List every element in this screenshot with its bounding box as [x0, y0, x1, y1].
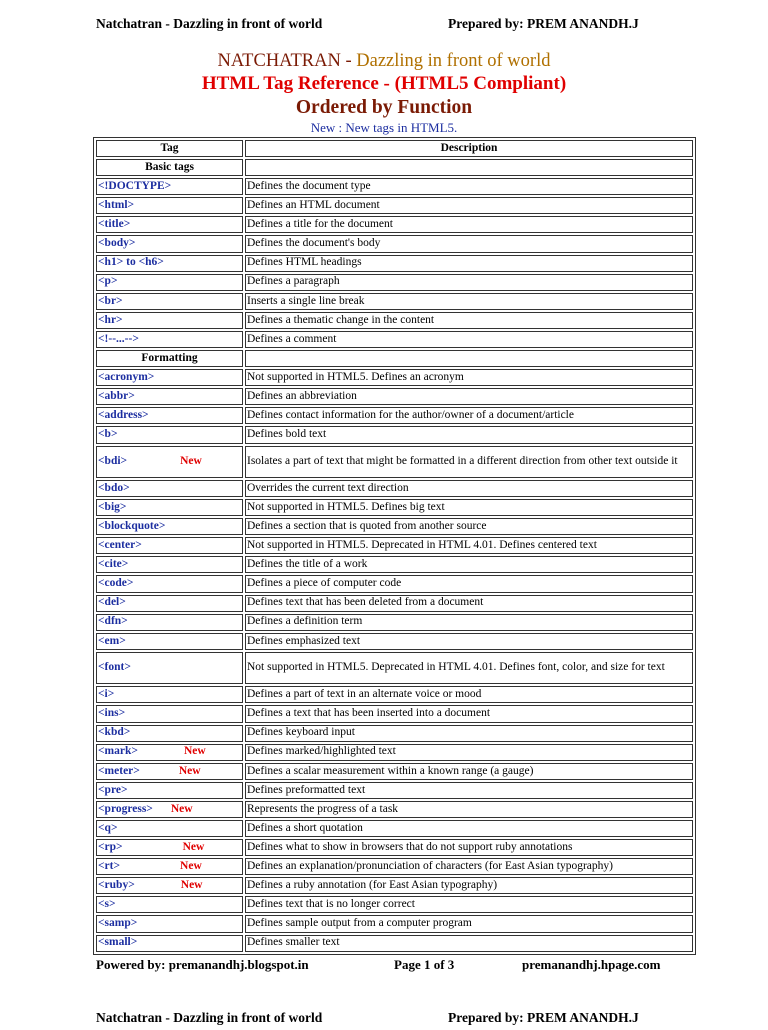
- description-cell: Defines an abbreviation: [245, 388, 693, 405]
- description-cell: Not supported in HTML5. Defines big text: [245, 499, 693, 516]
- table-header-row: [96, 140, 693, 157]
- tag-cell: [96, 896, 243, 913]
- tag-cell: [96, 446, 243, 479]
- description-cell: Defines a thematic change in the content: [245, 312, 693, 329]
- tag-cell: [96, 935, 243, 952]
- footer-right: premanandhj.hpage.com: [522, 957, 661, 972]
- description-cell: Defines a ruby annotation (for East Asian typography): [245, 877, 693, 894]
- table-row: [96, 446, 693, 479]
- tag-cell: [96, 595, 243, 612]
- tag-cell: [96, 480, 243, 497]
- description-cell: Defines a part of text in an alternate voice or mood: [245, 686, 693, 703]
- table-row: [96, 178, 693, 195]
- next-header-left: Natchatran - Dazzling in front of world: [96, 1010, 323, 1025]
- next-page-header: [96, 1010, 672, 1030]
- description-cell: Defines emphasized text: [245, 633, 693, 650]
- tag-name: <font>: [98, 661, 131, 674]
- footer-left: Powered by: premanandhj.blogspot.in: [96, 957, 309, 972]
- description-cell: Defines a paragraph: [245, 274, 693, 291]
- table-row: [96, 235, 693, 252]
- description-cell: Defines a section that is quoted from another source: [245, 518, 693, 535]
- new-badge: New: [170, 802, 193, 815]
- tag-cell: [96, 744, 243, 761]
- section-heading: Formatting: [96, 350, 243, 367]
- table-row: [96, 556, 693, 573]
- description-cell: Not supported in HTML5. Deprecated in HTML 4.01. Defines centered text: [245, 537, 693, 554]
- tag-cell: [96, 820, 243, 837]
- tag-name: <ins>: [98, 707, 126, 720]
- new-badge: New: [182, 840, 205, 853]
- section-row: [96, 350, 693, 367]
- tag-cell: [96, 782, 243, 799]
- description-cell: Defines smaller text: [245, 935, 693, 952]
- table-row: [96, 216, 693, 233]
- tag-cell: [96, 686, 243, 703]
- table-row: [96, 782, 693, 799]
- table-row: [96, 369, 693, 386]
- description-cell: Inserts a single line break: [245, 293, 693, 310]
- tag-name: <b>: [98, 428, 118, 441]
- tag-name: <del>: [98, 596, 126, 609]
- tag-cell: [96, 388, 243, 405]
- tag-cell: [96, 839, 243, 856]
- tag-cell: [96, 652, 243, 685]
- table-row: [96, 858, 693, 875]
- new-badge: New: [180, 455, 202, 467]
- column-header-tag: Tag: [96, 140, 243, 157]
- description-cell: Defines text that has been deleted from a document: [245, 595, 693, 612]
- description-cell: Defines a short quotation: [245, 820, 693, 837]
- table-row: [96, 686, 693, 703]
- table-row: [96, 407, 693, 424]
- tag-cell: [96, 725, 243, 742]
- tag-name: <acronym>: [98, 370, 155, 383]
- tag-cell: [96, 274, 243, 291]
- tag-cell: [96, 235, 243, 252]
- tag-name: <title>: [98, 218, 131, 231]
- tag-cell: [96, 915, 243, 932]
- table-row: [96, 614, 693, 631]
- table-row: [96, 935, 693, 952]
- tag-name: <mark>: [98, 745, 138, 758]
- tag-name: <html>: [98, 199, 135, 212]
- section-empty-cell: [245, 350, 693, 367]
- table-row: [96, 725, 693, 742]
- table-row: [96, 839, 693, 856]
- tag-reference-table: [93, 137, 696, 955]
- tag-cell: [96, 858, 243, 875]
- description-cell: Defines marked/highlighted text: [245, 744, 693, 761]
- tag-cell: [96, 877, 243, 894]
- table-row: [96, 652, 693, 685]
- table-row: [96, 820, 693, 837]
- description-cell: Defines the title of a work: [245, 556, 693, 573]
- new-badge: New: [180, 879, 203, 892]
- tag-cell: [96, 426, 243, 443]
- title-brand: NATCHATRAN -: [217, 51, 357, 71]
- tag-name: <blockquote>: [98, 519, 166, 532]
- tag-name: <h1> to <h6>: [98, 256, 164, 269]
- tag-name: <abbr>: [98, 390, 135, 403]
- tag-cell: [96, 556, 243, 573]
- table-row: [96, 915, 693, 932]
- table-row: [96, 705, 693, 722]
- tag-cell: [96, 801, 243, 818]
- table-row: [96, 518, 693, 535]
- header-left: Natchatran - Dazzling in front of world: [96, 16, 323, 31]
- tag-cell: [96, 255, 243, 272]
- table-row: [96, 255, 693, 272]
- description-cell: Defines contact information for the author/owner of a document/article: [245, 407, 693, 424]
- table-row: [96, 331, 693, 348]
- title-tagline: Dazzling in front of world: [356, 51, 551, 71]
- tag-cell: [96, 575, 243, 592]
- description-cell: Defines an HTML document: [245, 197, 693, 214]
- title-line-3: Ordered by Function: [295, 97, 473, 118]
- description-cell: Defines bold text: [245, 426, 693, 443]
- title-line-2: HTML Tag Reference - (HTML5 Compliant): [201, 73, 567, 94]
- table-row: [96, 312, 693, 329]
- tag-name: <hr>: [98, 313, 123, 326]
- description-cell: Not supported in HTML5. Deprecated in HTML 4.01. Defines font, color, and size for text: [245, 652, 693, 685]
- tag-cell: [96, 705, 243, 722]
- tag-name: <em>: [98, 634, 126, 647]
- header-right: Prepared by: PREM ANANDH.J: [448, 16, 639, 31]
- table-row: [96, 293, 693, 310]
- table-row: [96, 537, 693, 554]
- tag-name: <cite>: [98, 558, 129, 571]
- tag-cell: [96, 614, 243, 631]
- new-badge: New: [180, 859, 202, 872]
- section-empty-cell: [245, 159, 693, 176]
- tag-cell: [96, 518, 243, 535]
- description-cell: Defines a piece of computer code: [245, 575, 693, 592]
- tag-cell: [96, 369, 243, 386]
- table-row: [96, 744, 693, 761]
- description-cell: Defines a definition term: [245, 614, 693, 631]
- description-cell: Defines a scalar measurement within a known range (a gauge): [245, 763, 693, 780]
- tag-name: <s>: [98, 898, 116, 911]
- description-cell: Defines what to show in browsers that do not support ruby annotations: [245, 839, 693, 856]
- tag-cell: [96, 537, 243, 554]
- page-footer: [96, 957, 686, 975]
- description-cell: Represents the progress of a task: [245, 801, 693, 818]
- description-cell: Defines a text that has been inserted into a document: [245, 705, 693, 722]
- tag-name: <pre>: [98, 783, 128, 796]
- column-header-description: Description: [245, 140, 693, 157]
- tag-name: <i>: [98, 688, 115, 701]
- table-row: [96, 499, 693, 516]
- table-row: [96, 274, 693, 291]
- tag-name: <center>: [98, 539, 142, 552]
- tag-cell: [96, 407, 243, 424]
- tag-name: <small>: [98, 936, 138, 949]
- tag-cell: [96, 312, 243, 329]
- table-body: [96, 159, 693, 952]
- description-cell: Defines the document's body: [245, 235, 693, 252]
- tag-cell: [96, 499, 243, 516]
- footer-page-number: Page 1 of 3: [394, 957, 455, 972]
- table-row: [96, 877, 693, 894]
- tag-cell: [96, 293, 243, 310]
- table-row: [96, 896, 693, 913]
- table-row: [96, 595, 693, 612]
- page-header: [96, 16, 672, 36]
- description-cell: Isolates a part of text that might be formatted in a different direction from other text outside it: [245, 446, 693, 479]
- title-legend: New : New tags in HTML5.: [310, 120, 458, 135]
- tag-name: <bdi>: [98, 455, 128, 467]
- tag-name: <!--...-->: [98, 332, 139, 345]
- new-badge: New: [183, 745, 206, 758]
- tag-name: <p>: [98, 275, 118, 288]
- tag-name: <meter>: [98, 764, 140, 777]
- tag-name: <progress>: [98, 802, 153, 815]
- tag-cell: [96, 197, 243, 214]
- table-row: [96, 197, 693, 214]
- section-heading: Basic tags: [96, 159, 243, 176]
- description-cell: Defines HTML headings: [245, 255, 693, 272]
- tag-name: <big>: [98, 500, 127, 513]
- description-cell: Defines a title for the document: [245, 216, 693, 233]
- tag-name: <rp>: [98, 840, 123, 853]
- tag-name: <br>: [98, 294, 123, 307]
- description-cell: Not supported in HTML5. Defines an acronym: [245, 369, 693, 386]
- title-block: [0, 50, 768, 135]
- table-row: [96, 801, 693, 818]
- table-row: [96, 763, 693, 780]
- tag-name: <ruby>: [98, 879, 135, 892]
- section-row: [96, 159, 693, 176]
- description-cell: Defines preformatted text: [245, 782, 693, 799]
- description-cell: Defines keyboard input: [245, 725, 693, 742]
- table-row: [96, 575, 693, 592]
- tag-name: <dfn>: [98, 615, 128, 628]
- tag-name: <!DOCTYPE>: [98, 179, 172, 192]
- table-row: [96, 388, 693, 405]
- new-badge: New: [178, 764, 201, 777]
- description-cell: Defines the document type: [245, 178, 693, 195]
- description-cell: Overrides the current text direction: [245, 480, 693, 497]
- tag-name: <address>: [98, 409, 149, 422]
- tag-cell: [96, 331, 243, 348]
- tag-name: <rt>: [98, 859, 121, 872]
- tag-cell: [96, 763, 243, 780]
- table-row: [96, 633, 693, 650]
- description-cell: Defines an explanation/pronunciation of characters (for East Asian typography): [245, 858, 693, 875]
- tag-name: <body>: [98, 237, 136, 250]
- table-row: [96, 426, 693, 443]
- description-cell: Defines sample output from a computer program: [245, 915, 693, 932]
- tag-name: <kbd>: [98, 726, 131, 739]
- tag-name: <samp>: [98, 917, 138, 930]
- title-line-1: [0, 50, 768, 72]
- next-header-right: Prepared by: PREM ANANDH.J: [448, 1010, 639, 1025]
- table-row: [96, 480, 693, 497]
- tag-cell: [96, 633, 243, 650]
- tag-name: <q>: [98, 821, 118, 834]
- tag-name: <bdo>: [98, 481, 130, 494]
- tag-cell: [96, 216, 243, 233]
- description-cell: Defines a comment: [245, 331, 693, 348]
- tag-cell: [96, 178, 243, 195]
- tag-name: <code>: [98, 577, 134, 590]
- description-cell: Defines text that is no longer correct: [245, 896, 693, 913]
